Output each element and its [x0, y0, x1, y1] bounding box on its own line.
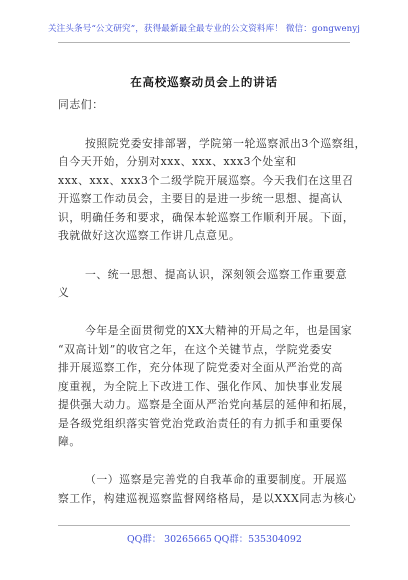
- text-line: 按照院党委安排部署，学院第一轮巡察派出3个巡察组，: [85, 137, 366, 150]
- text-line: 提供强大动力。巡察是全面从严治党向基层的延伸和拓展，: [58, 398, 355, 411]
- document-title: 在高校巡察动员会上的讲话: [130, 75, 278, 89]
- subsection-line: （一）巡察是完善党的自我革命的重要制度。开展巡: [85, 473, 348, 486]
- text-line: 开巡察工作动员会，主要目的是进一步统一思想、提高认: [58, 192, 343, 205]
- footer-qq-group-1: QQ群： 30265665: [127, 534, 212, 545]
- text-line: 是各级党组织落实管党治党政治责任的有力抓手和重要保: [58, 417, 343, 430]
- text-line: 我就做好这次巡察工作讲几点意见。: [58, 229, 241, 242]
- header-divider: [58, 42, 350, 43]
- section-heading: 一、统一思想、提高认识，深刻领会巡察工作重要意: [85, 268, 348, 281]
- footer-divider: [58, 525, 350, 526]
- text-line: 障。: [58, 435, 81, 448]
- text-line: 今年是全面贯彻党的XX大精神的开局之年，也是国家: [85, 324, 353, 337]
- text-line: 度重视，为全院上下改进工作、强化作风、加快事业发展: [58, 380, 343, 393]
- text-line: “双高计划”的收官之年，在这个关键节点，学院党委安: [58, 343, 333, 356]
- text-line: 识，明确任务和要求，确保本轮巡察工作顺利开展。下面，: [58, 211, 355, 224]
- text-line: 察工作，构建巡视巡察监督网络格局，是以XXX同志为核心: [58, 492, 357, 505]
- footer-qq-group-2: QQ群：535304092: [214, 534, 302, 545]
- text-line: 排开展巡察工作，充分体现了院党委对全面从严治党的高: [58, 361, 343, 374]
- section-heading-continued: 义: [58, 286, 70, 299]
- salutation: 同志们：: [58, 98, 104, 111]
- header-banner: 关注头条号“公文研究”，获得最新最全最专业的公文资料库！ 微信：gongwenyj: [47, 24, 361, 34]
- text-line: 自今天开始，分别对xxx、xxx、xxx3个处室和: [58, 155, 297, 168]
- text-line: xxx、xxx、xxx3个二级学院开展巡察。今天我们在这里召: [58, 174, 354, 187]
